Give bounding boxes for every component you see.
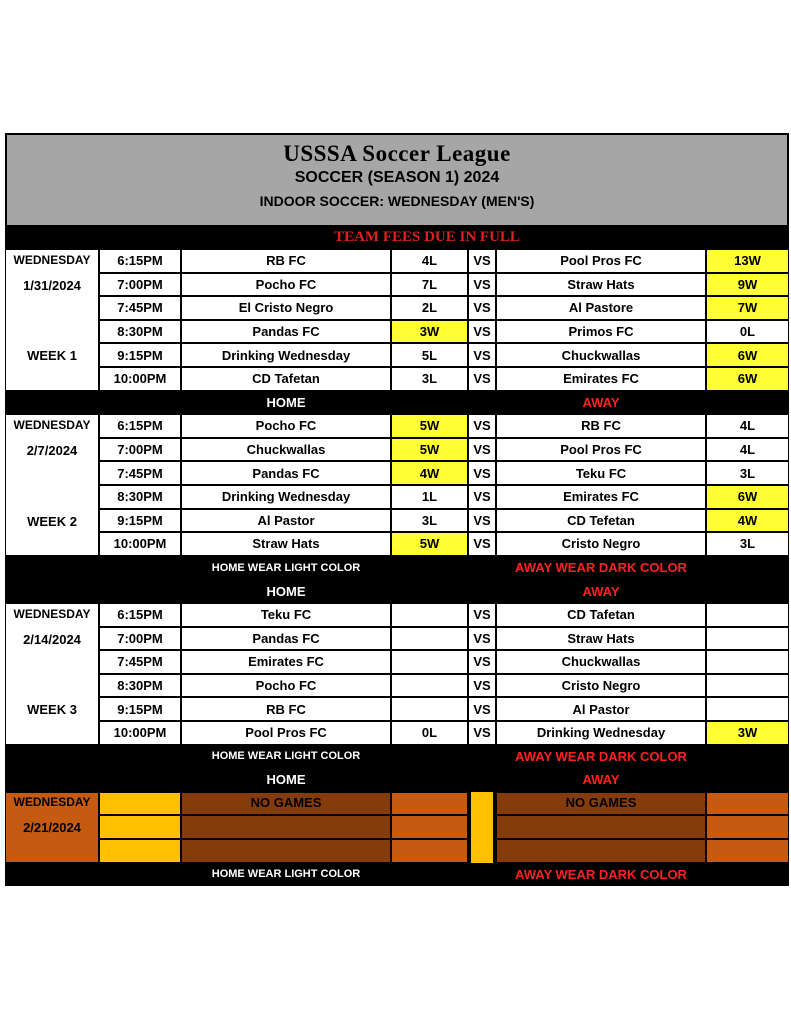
vs-label: VS xyxy=(468,603,496,627)
home-score xyxy=(391,674,468,698)
vs-label: VS xyxy=(468,414,496,438)
game-time: 6:15PM xyxy=(99,414,181,438)
home-score: 5W xyxy=(391,438,468,462)
home-team: Drinking Wednesday xyxy=(181,485,391,509)
home-team: Teku FC xyxy=(181,603,391,627)
week-side-panel xyxy=(5,603,99,745)
away-score: 13W xyxy=(706,249,789,273)
bye-cell xyxy=(391,815,468,839)
away-team: Teku FC xyxy=(496,461,706,485)
away-label: AWAY WEAR DARK COLOR xyxy=(515,866,687,882)
game-time: 6:15PM xyxy=(99,249,181,273)
season-subtitle: SOCCER (SEASON 1) 2024 xyxy=(294,169,500,186)
league-header xyxy=(5,133,789,225)
home-score: 5W xyxy=(391,414,468,438)
away-score xyxy=(706,627,789,651)
vs-label: VS xyxy=(468,627,496,651)
home-score: 3L xyxy=(391,509,468,533)
away-label: AWAY WEAR DARK COLOR xyxy=(515,560,687,576)
home-score xyxy=(391,627,468,651)
game-time: 10:00PM xyxy=(99,367,181,391)
away-team: CD Tefetan xyxy=(496,509,706,533)
vs-label: VS xyxy=(468,721,496,745)
away-score: 6W xyxy=(706,485,789,509)
home-score: 3W xyxy=(391,320,468,344)
away-team: Straw Hats xyxy=(496,273,706,297)
home-score xyxy=(391,603,468,627)
away-score: 3L xyxy=(706,532,789,556)
vs-label: VS xyxy=(468,650,496,674)
day-label: WEDNESDAY xyxy=(13,253,91,267)
away-score xyxy=(706,674,789,698)
home-label: HOME WEAR LIGHT COLOR xyxy=(211,750,361,763)
away-score: 6W xyxy=(706,367,789,391)
bye-cell: NO GAMES xyxy=(496,792,706,816)
away-team: CD Tafetan xyxy=(496,603,706,627)
date-label: 2/7/2024 xyxy=(26,443,78,459)
away-score: 9W xyxy=(706,273,789,297)
away-score xyxy=(706,697,789,721)
bye-week-block xyxy=(5,792,789,863)
fees-notice: TEAM FEES DUE IN FULL xyxy=(5,225,789,249)
home-team: Straw Hats xyxy=(181,532,391,556)
home-team: Al Pastor xyxy=(181,509,391,533)
week-block xyxy=(5,249,789,391)
away-team: Al Pastore xyxy=(496,296,706,320)
home-team: Pandas FC xyxy=(181,627,391,651)
day-label: WEDNESDAY xyxy=(13,794,91,809)
home-score xyxy=(391,697,468,721)
home-score xyxy=(391,650,468,674)
home-score: 5L xyxy=(391,343,468,367)
vs-label: VS xyxy=(468,461,496,485)
game-time: 7:00PM xyxy=(99,438,181,462)
week-label: WEEK 1 xyxy=(27,348,77,364)
away-score: 4L xyxy=(706,414,789,438)
game-time: 7:45PM xyxy=(99,296,181,320)
home-score: 3L xyxy=(391,367,468,391)
game-time: 10:00PM xyxy=(99,721,181,745)
vs-label: VS xyxy=(468,343,496,367)
week-block xyxy=(5,414,789,556)
away-score xyxy=(706,603,789,627)
away-score: 4L xyxy=(706,438,789,462)
bye-cell xyxy=(706,815,789,839)
vs-label: VS xyxy=(468,296,496,320)
bye-side-panel xyxy=(5,792,99,863)
game-time: 7:45PM xyxy=(99,650,181,674)
home-score: 7L xyxy=(391,273,468,297)
away-team: Chuckwallas xyxy=(496,650,706,674)
bye-cell xyxy=(99,815,181,839)
bye-cell xyxy=(181,839,391,863)
home-score: 0L xyxy=(391,721,468,745)
weeks-container xyxy=(5,249,789,886)
home-team: Drinking Wednesday xyxy=(181,343,391,367)
away-team: Pool Pros FC xyxy=(496,438,706,462)
label-bar xyxy=(5,768,789,792)
home-label: HOME WEAR LIGHT COLOR xyxy=(211,868,361,881)
league-title: USSSA Soccer League xyxy=(283,141,511,166)
away-label: AWAY xyxy=(582,772,620,788)
game-time: 7:00PM xyxy=(99,627,181,651)
label-bar xyxy=(5,579,789,603)
date-label: 2/14/2024 xyxy=(23,631,81,647)
away-label: AWAY WEAR DARK COLOR xyxy=(515,748,687,764)
game-time: 8:30PM xyxy=(99,674,181,698)
away-team: Straw Hats xyxy=(496,627,706,651)
game-time: 10:00PM xyxy=(99,532,181,556)
home-team: Pocho FC xyxy=(181,414,391,438)
home-label: HOME xyxy=(266,583,306,599)
bye-cell xyxy=(706,792,789,816)
division-label: INDOOR SOCCER: WEDNESDAY (MEN'S) xyxy=(259,193,535,209)
week-block xyxy=(5,603,789,745)
home-score: 2L xyxy=(391,296,468,320)
bye-cell: NO GAMES xyxy=(181,792,391,816)
date-label: 1/31/2024 xyxy=(23,278,81,293)
game-time: 7:00PM xyxy=(99,273,181,297)
away-score: 3L xyxy=(706,461,789,485)
home-score: 4L xyxy=(391,249,468,273)
away-label: AWAY xyxy=(582,583,620,599)
bye-cell xyxy=(496,839,706,863)
week-label: WEEK 3 xyxy=(27,702,77,718)
home-score: 1L xyxy=(391,485,468,509)
date-label: 2/21/2024 xyxy=(23,819,81,835)
home-team: Emirates FC xyxy=(181,650,391,674)
bye-cell xyxy=(496,815,706,839)
home-team: Pandas FC xyxy=(181,461,391,485)
away-team: Cristo Negro xyxy=(496,674,706,698)
home-label: HOME xyxy=(266,772,306,788)
home-team: Pool Pros FC xyxy=(181,721,391,745)
home-team: Pandas FC xyxy=(181,320,391,344)
vs-label: VS xyxy=(468,532,496,556)
week-side-panel xyxy=(5,249,99,391)
home-score: 5W xyxy=(391,532,468,556)
away-team: Primos FC xyxy=(496,320,706,344)
away-score: 4W xyxy=(706,509,789,533)
week-label: WEEK 2 xyxy=(27,513,77,529)
away-team: Chuckwallas xyxy=(496,343,706,367)
away-team: RB FC xyxy=(496,414,706,438)
label-bar xyxy=(5,556,789,580)
vs-label: VS xyxy=(468,697,496,721)
away-score: 6W xyxy=(706,343,789,367)
vs-label: VS xyxy=(468,485,496,509)
label-bar xyxy=(5,745,789,769)
away-label: AWAY xyxy=(582,394,620,410)
bye-cell xyxy=(391,792,468,816)
bye-vs-bar xyxy=(471,792,493,863)
bye-cell xyxy=(99,839,181,863)
game-time: 8:30PM xyxy=(99,320,181,344)
schedule-sheet xyxy=(5,133,789,886)
vs-label: VS xyxy=(468,509,496,533)
vs-label: VS xyxy=(468,674,496,698)
home-team: Pocho FC xyxy=(181,674,391,698)
week-side-panel xyxy=(5,414,99,556)
away-team: Drinking Wednesday xyxy=(496,721,706,745)
bye-cell xyxy=(99,792,181,816)
away-score: 3W xyxy=(706,721,789,745)
game-time: 9:15PM xyxy=(99,343,181,367)
vs-label: VS xyxy=(468,367,496,391)
home-label: HOME WEAR LIGHT COLOR xyxy=(211,561,361,574)
vs-label: VS xyxy=(468,273,496,297)
home-team: El Cristo Negro xyxy=(181,296,391,320)
bye-cell xyxy=(706,839,789,863)
game-time: 7:45PM xyxy=(99,461,181,485)
bye-cell xyxy=(181,815,391,839)
day-label: WEDNESDAY xyxy=(13,418,91,433)
bye-cell xyxy=(391,839,468,863)
away-score: 7W xyxy=(706,296,789,320)
away-team: Pool Pros FC xyxy=(496,249,706,273)
away-team: Emirates FC xyxy=(496,485,706,509)
away-team: Cristo Negro xyxy=(496,532,706,556)
home-team: Chuckwallas xyxy=(181,438,391,462)
home-label: HOME xyxy=(266,394,306,410)
vs-label: VS xyxy=(468,249,496,273)
away-team: Emirates FC xyxy=(496,367,706,391)
home-score: 4W xyxy=(391,461,468,485)
away-score: 0L xyxy=(706,320,789,344)
home-team: CD Tafetan xyxy=(181,367,391,391)
label-bar xyxy=(5,391,789,415)
game-time: 9:15PM xyxy=(99,697,181,721)
vs-label: VS xyxy=(468,320,496,344)
vs-label: VS xyxy=(468,438,496,462)
game-time: 8:30PM xyxy=(99,485,181,509)
home-team: RB FC xyxy=(181,249,391,273)
label-bar xyxy=(5,863,789,887)
game-time: 9:15PM xyxy=(99,509,181,533)
home-team: Pocho FC xyxy=(181,273,391,297)
home-team: RB FC xyxy=(181,697,391,721)
away-score xyxy=(706,650,789,674)
day-label: WEDNESDAY xyxy=(13,606,91,621)
away-team: Al Pastor xyxy=(496,697,706,721)
game-time: 6:15PM xyxy=(99,603,181,627)
